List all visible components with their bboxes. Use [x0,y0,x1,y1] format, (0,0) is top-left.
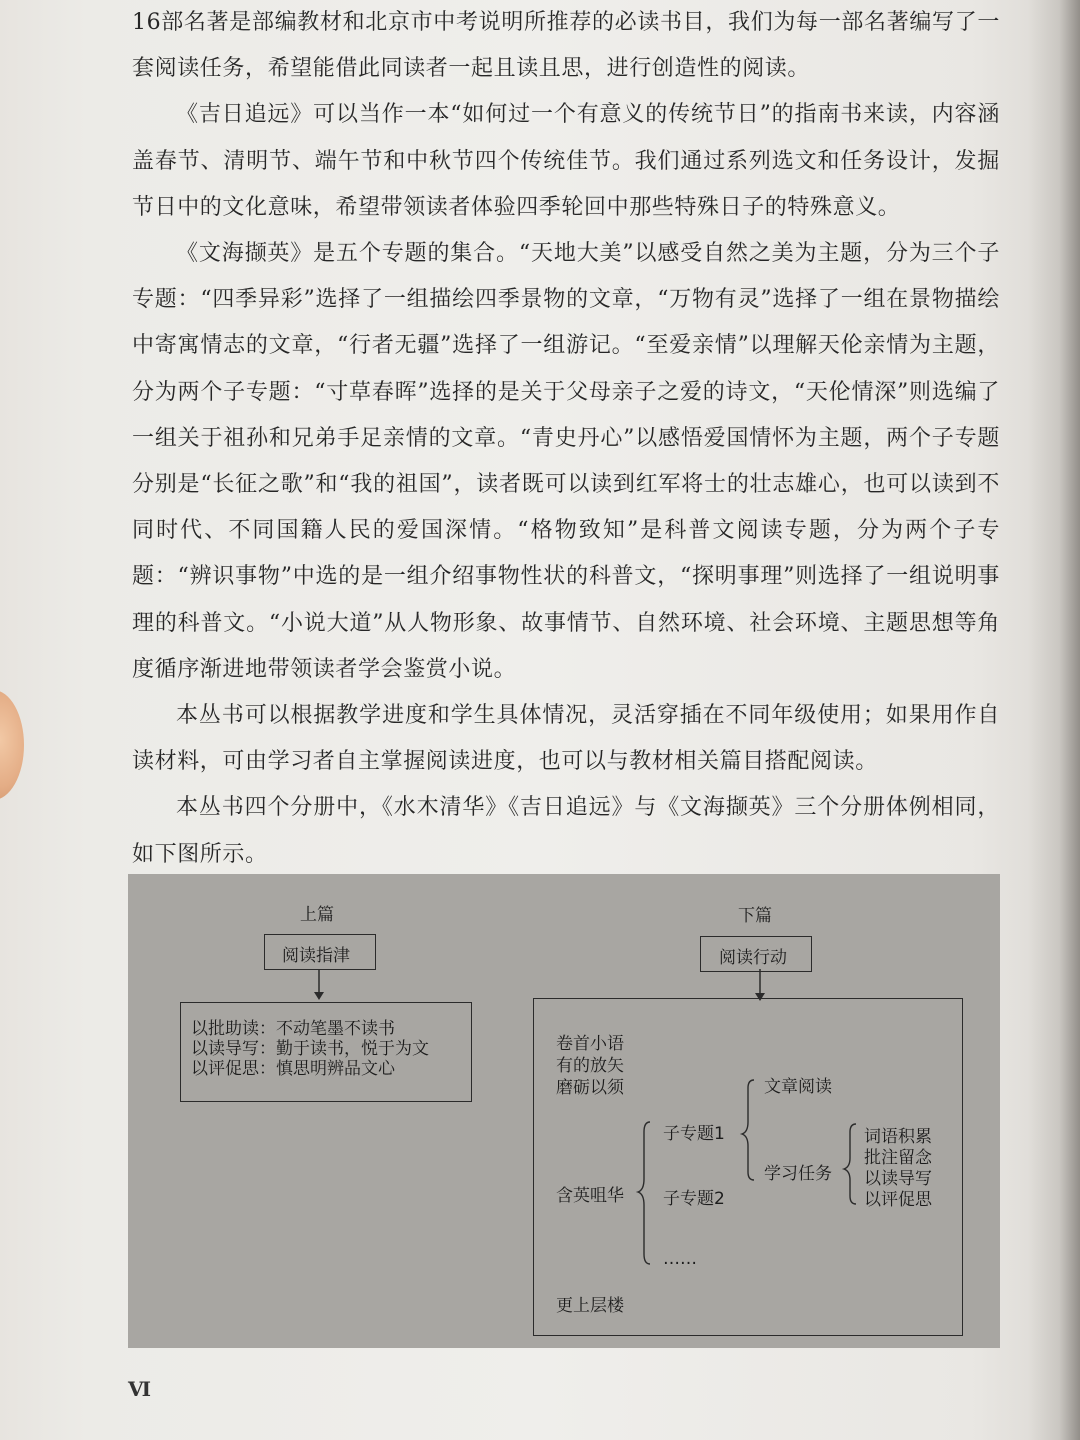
paragraph-2: 《吉日追远》可以当作一本“如何过一个有意义的传统节日”的指南书来读，内容涵盖春节、清明节、端午节和中秋节四个传统佳节。我们通过系列选文和任务设计，发掘节日中的文化意味，希望带领读者体验四季轮回中那些特殊日子的特殊意义。 [132,102,1000,220]
upper-part-box [264,934,376,970]
upper-part-box-label: 阅读指津 [282,946,350,966]
structure-diagram [128,874,1000,1348]
lower-top-item-2: 有的放矢 [556,1056,624,1076]
lower-part-title: 下篇 [738,906,772,926]
upper-part-title: 上篇 [300,905,334,925]
upper-item-2: 以读导写：勤于读书，悦于为文 [191,1039,429,1059]
page-edge-shadow [1028,0,1080,1440]
paragraph-4: 本丛书可以根据教学进度和学生具体情况，灵活穿插在不同年级使用；如果用作自读材料，可由学习者自主掌握阅读进度，也可以与教材相关篇目搭配阅读。 [132,703,1000,775]
final-section: 更上层楼 [556,1296,624,1316]
article-reading: 文章阅读 [764,1077,832,1097]
lower-top-item-3: 磨砺以须 [556,1078,624,1098]
task-item-2: 批注留念 [864,1148,932,1168]
upper-item-3: 以评促思：慎思明辨品文心 [191,1059,395,1079]
page-number: Ⅵ [128,1377,151,1401]
lower-top-item-1: 卷首小语 [556,1034,624,1054]
sub-topic-2: 子专题2 [663,1189,725,1209]
task-item-3: 以读导写 [864,1169,932,1189]
learning-tasks: 学习任务 [764,1164,832,1184]
upper-items-box [180,1002,472,1102]
task-item-4: 以评促思 [864,1190,932,1210]
task-item-1: 词语积累 [864,1127,932,1147]
more-ellipsis: …… [663,1249,697,1269]
sub-topic-1: 子专题1 [663,1124,725,1144]
lower-part-box [700,936,812,972]
paragraph-1: 16部名著是部编教材和北京市中考说明所推荐的必读书目，我们为每一部名著编写了一套阅读任务，希望能借此同读者一起且读且思，进行创造性的阅读。 [132,10,1000,82]
paragraph-5: 本丛书四个分册中，《水木清华》《吉日追远》与《文海撷英》三个分册体例相同，如下图所示。 [132,795,1000,867]
body-text [132,0,1000,878]
upper-item-1: 以批助读：不动笔墨不读书 [191,1019,395,1039]
main-section-label: 含英咀华 [556,1186,624,1206]
paragraph-3: 《文海撷英》是五个专题的集合。“天地大美”以感受自然之美为主题，分为三个子专题：“四季异彩”选择了一组描绘四季景物的文章，“万物有灵”选择了一组在景物描绘中寄寓情志的文章，“行者无疆”选择了一组游记。“至爱亲情”以理解天伦亲情为主题，分为两个子专题：“寸草春晖”选择的是关于父母亲子之爱的诗文，“天伦情深”则选编了一组关于祖孙和兄弟手足亲情的文章。“青史丹心”以感悟爱国情怀为主题，两个子专题分别是“长征之歌”和“我的祖国”，读者既可以读到红军将士的壮志雄心，也可以读到不同时代、不同国籍人民的爱国深情。“格物致知”是科普文阅读专题，分为两个子专题：“辨识事物”中选的是一组介绍事物性状的科普文，“探明事理”则选择了一组说明事理的科普文。“小说大道”从人物形象、故事情节、自然环境、社会环境、主题思想等角度循序渐进地带领读者学会鉴赏小说。 [132,241,1000,682]
lower-part-box-label: 阅读行动 [719,948,787,968]
thumb [0,690,24,800]
